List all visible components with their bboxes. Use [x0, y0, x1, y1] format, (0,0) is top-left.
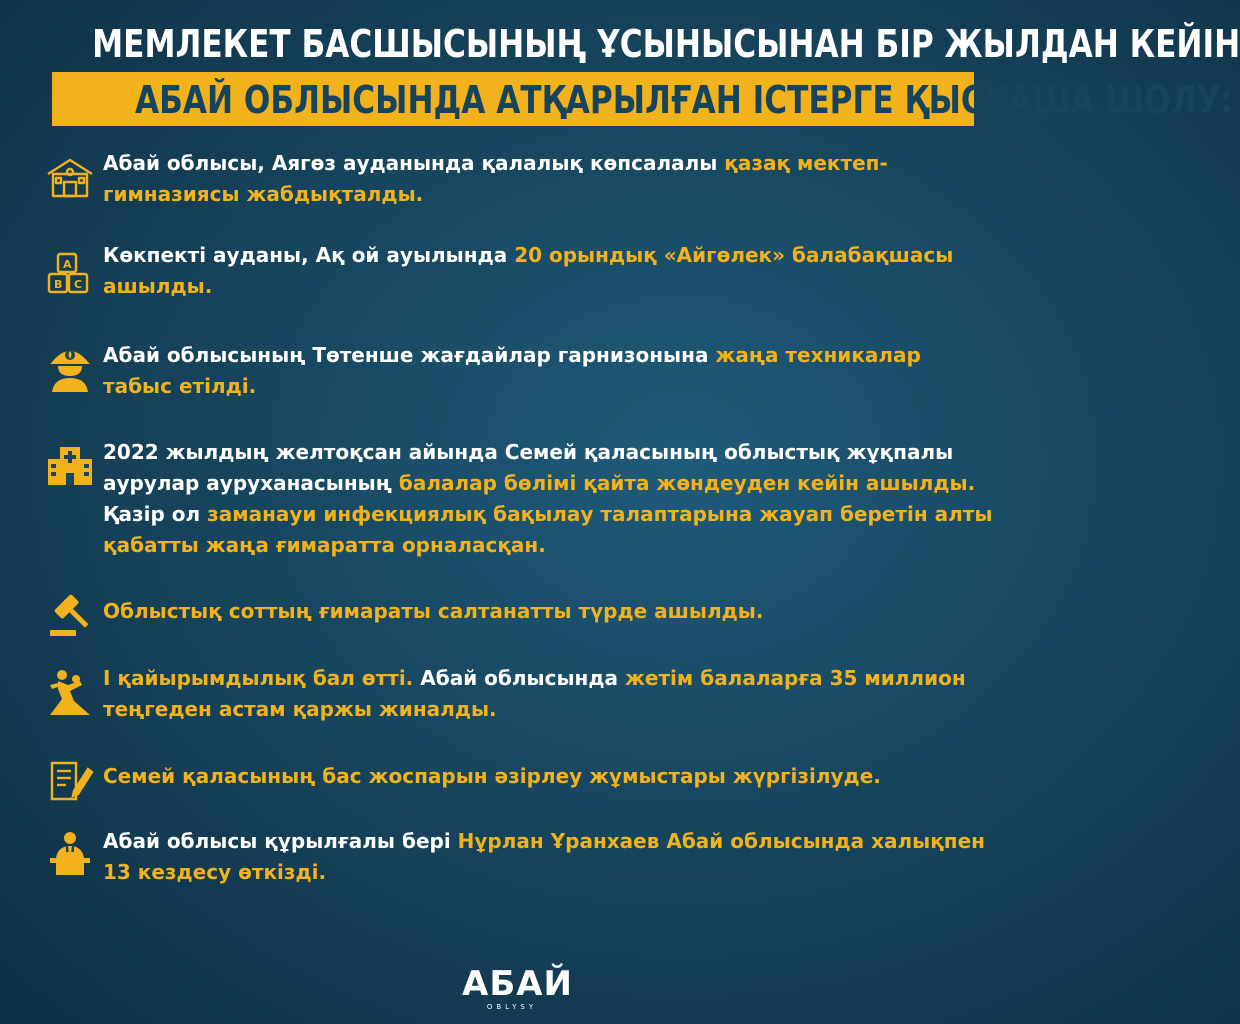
text-highlight: заманауи инфекциялық бақылау талаптарына жауап беретін алты қабатты жаңа ғимаратта орналасқан. — [103, 502, 993, 557]
text-segment: 2022 жылдың желтоқсан айында Семей қаласының облыстық жұқпалы аурулар ауруханасының — [103, 440, 954, 495]
speaker-podium-icon — [44, 828, 96, 880]
page-title-line-2: АБАЙ ОБЛЫСЫНДА АТҚАРЫЛҒАН ІСТЕРГЕ ҚЫСҚАША ШОЛУ: — [134, 78, 1233, 122]
list-item-text — [103, 340, 993, 402]
text-highlight: жетім балаларға 35 миллион теңгеден астам қаржы жиналды. — [103, 666, 966, 721]
firefighter-icon — [44, 342, 96, 394]
text-highlight: жаңа техникалар табыс етілді. — [103, 343, 921, 398]
text-segment: Абай облысы, Аягөз ауданында қалалық көпсалалы — [103, 151, 725, 175]
dancing-couple-icon — [44, 667, 96, 719]
text-segment: Абай облысы құрылғалы бері — [103, 829, 458, 853]
logo-subtitle: OBLYSY — [486, 1003, 538, 1011]
list-item-text — [103, 761, 993, 792]
text-highlight: Семей қаласының бас жоспарын әзірлеу жұмыстары жүргізілуде. — [103, 764, 881, 788]
hospital-icon — [44, 439, 96, 491]
text-highlight: Нұрлан Ұранхаев Абай облысында халықпен 13 кездесу өткізді. — [103, 829, 985, 884]
list-item-text — [103, 596, 993, 627]
abai-oblysy-logo — [462, 964, 573, 1015]
text-segment: Қазір ол — [103, 502, 208, 526]
list-item-text — [103, 240, 993, 302]
svg-text:A: A — [63, 258, 72, 271]
text-segment: Абай облысының Төтенше жағдайлар гарнизонына — [103, 343, 716, 367]
svg-text:C: C — [74, 278, 83, 291]
school-icon — [44, 152, 96, 204]
abc-blocks-icon — [44, 250, 96, 302]
text-highlight: балалар бөлімі қайта жөндеуден кейін ашылды. — [398, 471, 976, 495]
logo-wordmark: AБAЙ — [462, 964, 573, 1004]
list-item-text — [103, 826, 993, 888]
page-title-banner — [52, 72, 1233, 126]
gavel-icon — [44, 588, 96, 640]
text-highlight: Облыстық соттың ғимараты салтанатты түрде ашылды. — [103, 599, 764, 623]
text-highlight: I қайырымдылық бал өтті. — [103, 666, 414, 690]
list-item-text — [103, 437, 993, 561]
list-item-text — [103, 148, 993, 210]
text-highlight: 20 орындық «Айгөлек» балабақшасы ашылды. — [103, 243, 954, 298]
text-highlight: қазақ мектеп-гимназиясы жабдықталды. — [103, 151, 888, 206]
list-item-text — [103, 663, 993, 725]
text-segment: Көкпекті ауданы, Ақ ой ауылында — [103, 243, 515, 267]
text-segment: Абай облысында — [413, 666, 625, 690]
page-title-line-1: МЕМЛЕКЕТ БАСШЫСЫНЫҢ ҰСЫНЫСЫНАН БІР ЖЫЛДАН КЕЙІН — [92, 22, 1240, 66]
svg-text:B: B — [54, 278, 63, 291]
document-pen-icon — [44, 753, 96, 805]
